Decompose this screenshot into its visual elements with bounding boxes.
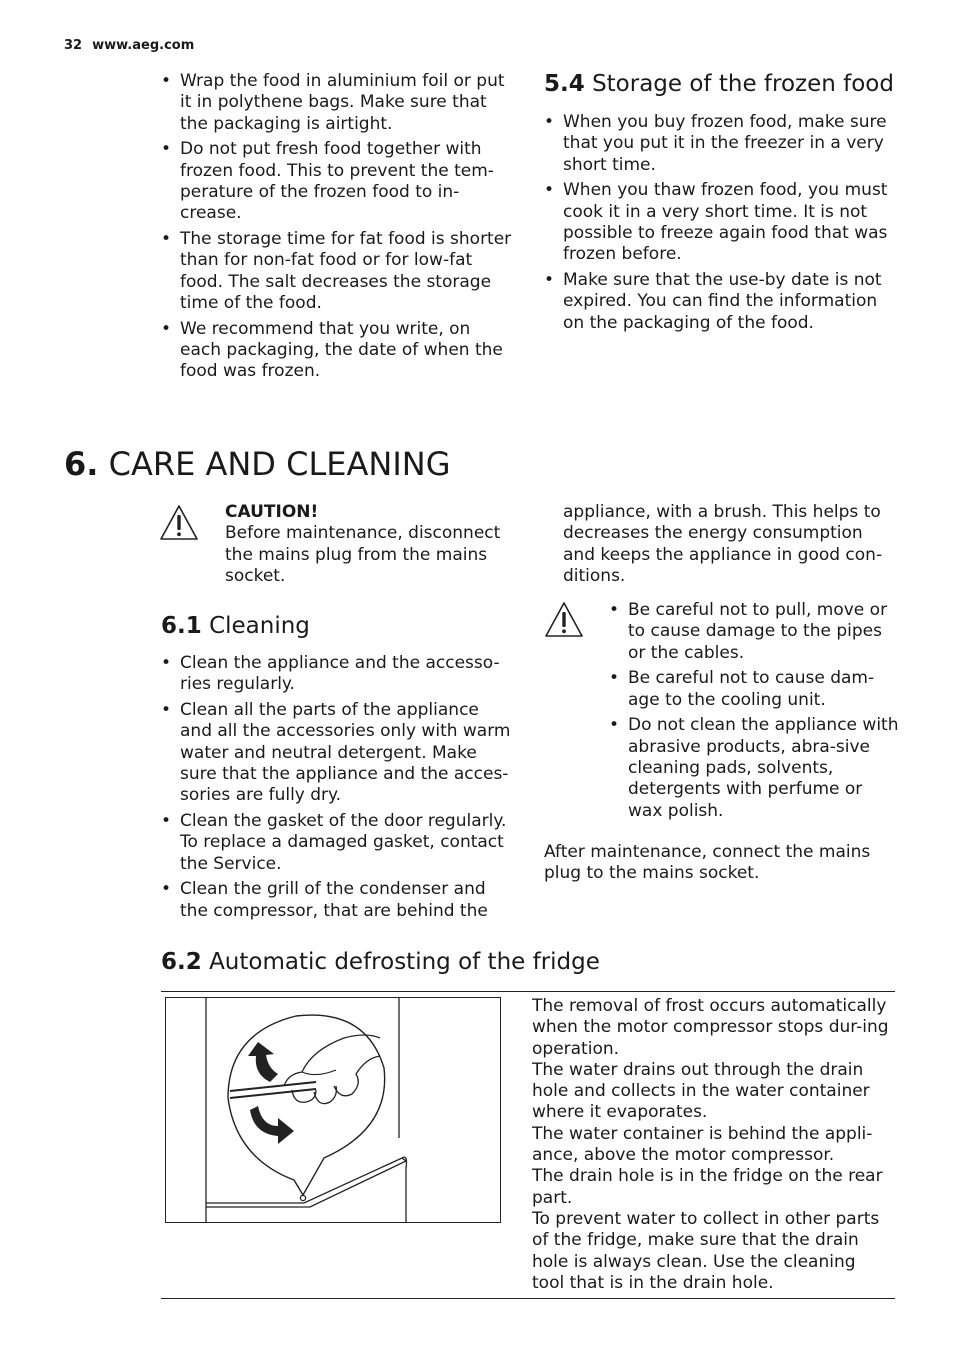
list-item: • Wrap the food in aluminium foil or put it in polythene bags. Make sure that the packaging is airtight. bbox=[161, 71, 516, 135]
warning-triangle-icon bbox=[544, 601, 584, 639]
table-bottom-rule bbox=[161, 1298, 895, 1299]
cleaning-continuation-text: appliance, with a brush. This helps to decreases the energy consumption and keeps the appliance in good con-ditions. bbox=[563, 502, 883, 586]
header-url[interactable]: www.aeg.com bbox=[92, 38, 195, 53]
page-number: 32 bbox=[64, 38, 83, 53]
section-6-1-heading bbox=[161, 612, 310, 640]
storage-frozen-food-list bbox=[544, 112, 894, 338]
list-item: • Clean the appliance and the accesso-ries regularly. bbox=[161, 653, 516, 696]
section-title: Storage of the frozen food bbox=[592, 71, 894, 97]
caution-block bbox=[225, 502, 515, 587]
warning-triangle-icon bbox=[159, 504, 199, 542]
chapter-heading bbox=[64, 444, 450, 484]
chapter-title: CARE AND CLEANING bbox=[108, 445, 451, 483]
section-title: Automatic defrosting of the fridge bbox=[209, 949, 600, 975]
section-number: 6.1 bbox=[161, 613, 202, 639]
list-item: • When you buy frozen food, make sure that you put it in the freezer in a very short time. bbox=[544, 112, 894, 176]
list-item: • When you thaw frozen food, you must cook it in a very short time. It is not possible to freeze again food that was frozen before. bbox=[544, 180, 894, 265]
page-header bbox=[64, 38, 194, 53]
list-item: • We recommend that you write, on each packaging, the date of when the food was frozen. bbox=[161, 319, 516, 383]
paragraph: The water drains out through the drain hole and collects in the water container where it evaporates. bbox=[532, 1059, 870, 1123]
paragraph: The removal of frost occurs automatically when the motor compressor stops dur-ing operation. bbox=[532, 996, 889, 1059]
frozen-food-tips-list bbox=[161, 71, 516, 387]
section-number: 6.2 bbox=[161, 949, 202, 975]
list-item: • Clean the gasket of the door regularly. To replace a damaged gasket, contact the Service. bbox=[161, 811, 516, 875]
after-maintenance-text: After maintenance, connect the mains plug to the mains socket. bbox=[544, 842, 871, 884]
paragraph: The water container is behind the appli-ance, above the motor compressor. bbox=[532, 1123, 873, 1166]
section-5-4-heading bbox=[544, 70, 894, 98]
list-item: • Do not clean the appliance with abrasive products, abra-sive cleaning pads, solvents, detergents with perfume or wax polish. bbox=[609, 715, 899, 821]
section-6-2-heading bbox=[161, 948, 600, 976]
caution-label: CAUTION! bbox=[225, 502, 319, 522]
chapter-number: 6. bbox=[64, 445, 99, 483]
caution-text: Before maintenance, disconnect the mains plug from the mains socket. bbox=[225, 523, 501, 586]
drain-hole-cleaning-icon bbox=[166, 998, 500, 1222]
list-item: • Clean the grill of the condenser and the compressor, that are behind the bbox=[161, 879, 516, 922]
paragraph: The drain hole is in the fridge on the rear part. bbox=[532, 1166, 883, 1208]
cleaning-warning-list bbox=[609, 600, 899, 826]
section-title: Cleaning bbox=[209, 613, 310, 639]
list-item: • The storage time for fat food is shorter than for non-fat food or for low-fat food. The salt decreases the storage time of the food. bbox=[161, 229, 516, 314]
list-item: • Be careful not to pull, move or to cause damage to the pipes or the cables. bbox=[609, 600, 899, 664]
list-item: • Do not put fresh food together with frozen food. This to prevent the tem-perature of the frozen food to in-crease. bbox=[161, 139, 516, 224]
defrost-illustration bbox=[165, 997, 501, 1223]
paragraph: To prevent water to collect in other parts of the fridge, make sure that the drain hole is always clean. Use the cleaning tool that is in the drain hole. bbox=[532, 1208, 880, 1293]
cleaning-list bbox=[161, 653, 516, 927]
list-item: • Clean all the parts of the appliance and all the accessories only with warm water and neutral detergent. Make sure that the appliance and the acces-sories are fully dry. bbox=[161, 700, 516, 806]
list-item: • Make sure that the use-by date is not expired. You can find the information on the packaging of the food. bbox=[544, 270, 894, 334]
defrost-text bbox=[532, 996, 892, 1294]
section-number: 5.4 bbox=[544, 71, 585, 97]
table-top-rule bbox=[161, 991, 895, 992]
list-item: • Be careful not to cause dam-age to the cooling unit. bbox=[609, 668, 899, 711]
